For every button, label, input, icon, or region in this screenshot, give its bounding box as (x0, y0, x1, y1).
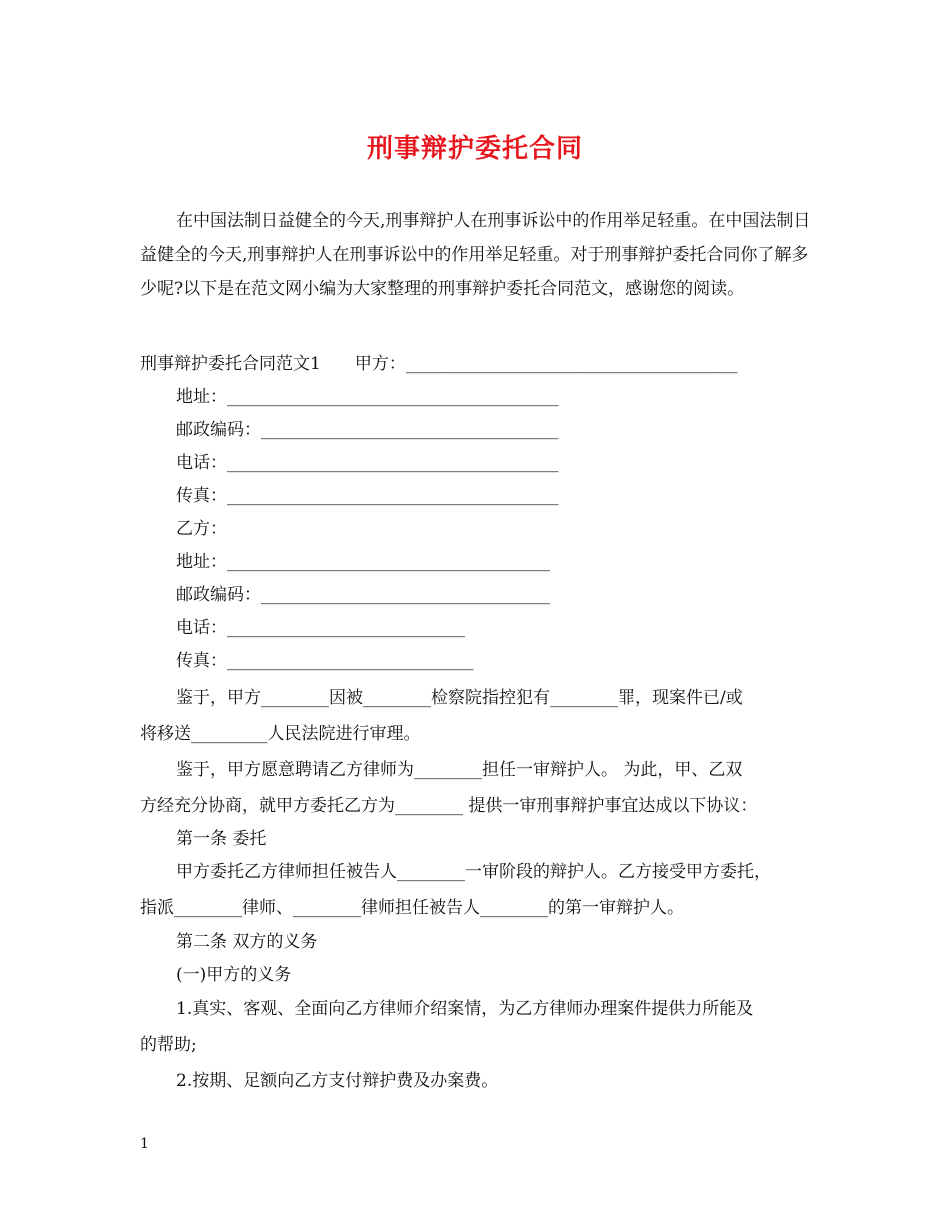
party-a-phone: 电话：_______________________________________ (176, 453, 559, 473)
duty-item1-line1: 1.真实、客观、全面向乙方律师介绍案情，为乙方律师办理案件提供力所能及 (176, 999, 754, 1019)
article1-line1: 甲方委托乙方律师担任被告人________一审阶段的辩护人。乙方接受甲方委托， (176, 862, 771, 882)
party-a-postcode: 邮政编码：___________________________________ (176, 420, 559, 440)
duty-item2: 2.按期、足额向乙方支付辩护费及办案费。 (176, 1071, 499, 1091)
party-b-label: 乙方： (176, 519, 227, 539)
party-b-fax: 传真：_____________________________ (176, 651, 474, 671)
whereas2-line1: 鉴于，甲方愿意聘请乙方律师为________担任一审辩护人。 为此，甲、乙双 (176, 760, 743, 780)
party-a-fax: 传真：_______________________________________ (176, 486, 559, 506)
duty-item1-line2: 的帮助; (140, 1035, 197, 1055)
party-a-address: 地址：_______________________________________ (176, 387, 559, 407)
whereas1-line2: 将移送_________人民法院进行审理。 (140, 724, 421, 744)
page-number: 1 (140, 1136, 149, 1152)
article2-heading: 第二条 双方的义务 (176, 932, 318, 952)
intro-paragraph: 在中国法制日益健全的今天,刑事辩护人在刑事诉讼中的作用举足轻重。在中国法制日益健全的今天,刑事辩护人在刑事诉讼中的作用举足轻重。对于刑事辩护委托合同你了解多少呢?以下是在范文网小编为大家整理的刑事辩护委托合同范文，感谢您的阅读。 (140, 211, 811, 299)
party-b-phone: 电话：____________________________ (176, 618, 465, 638)
sample-heading-party-a: 刑事辩护委托合同范文1 甲方：_______________________________________ (140, 354, 738, 374)
party-b-postcode: 邮政编码：__________________________________ (176, 585, 550, 605)
article1-heading: 第一条 委托 (176, 829, 267, 849)
party-b-address: 地址：______________________________________ (176, 552, 550, 572)
whereas1-line1: 鉴于，甲方________因被________检察院指控犯有________罪，现案件已/或 (176, 688, 743, 708)
article2-subheading: (一)甲方的义务 (176, 965, 292, 985)
whereas2-line2: 方经充分协商，就甲方委托乙方为________ 提供一审刑事辩护事宜达成以下协议： (140, 796, 758, 816)
document-title: 刑事辩护委托合同 (366, 134, 583, 164)
article1-line2: 指派________律师、________律师担任被告人________的第一审辩护人。 (140, 898, 684, 918)
